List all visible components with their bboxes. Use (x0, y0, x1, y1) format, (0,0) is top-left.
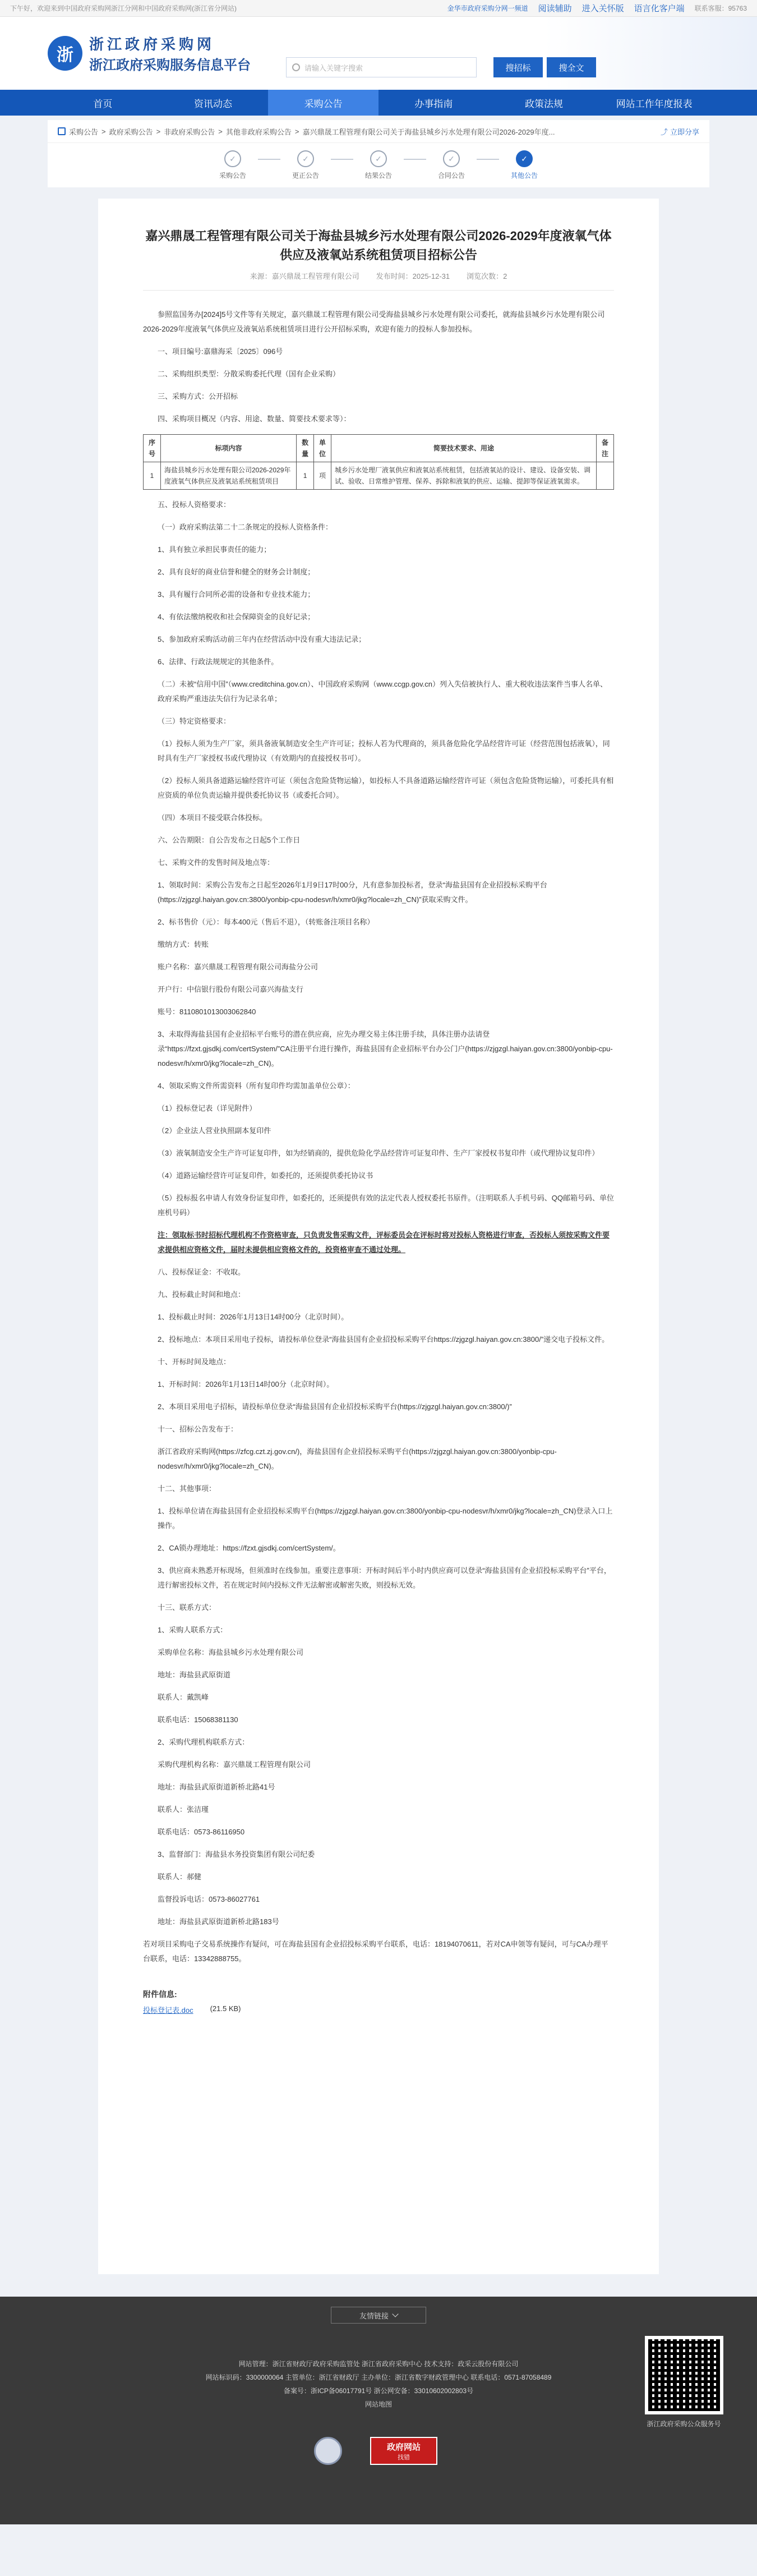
paragraph: 八、投标保证金：不收取。 (158, 1268, 246, 1276)
paragraph: 3、供应商未熟悉开标现场，但须准时在线参加。重要注意事项：开标时间后半小时内供应商可以登录“海盐县国有企业招投标采购平台”平台，进行解密投标文件，若在规定时间内投标文件无法解密或解密失败，则投标无效。 (158, 1566, 611, 1589)
paragraph: 联系人：张洁瑾 (158, 1805, 209, 1814)
paragraph: （1）投标登记表（详见附件） (158, 1104, 257, 1112)
breadcrumb-item[interactable]: 政府采购公告 (109, 127, 153, 136)
notice-article (98, 199, 659, 2274)
step-result[interactable]: ✓ 结果公告 (353, 150, 404, 180)
top-link-care-mode[interactable]: 进入关怀版 (581, 4, 624, 13)
paragraph: （3）液氧制造安全生产许可证复印件，如为经销商的，提供危险化学品经营许可证复印件、生产厂家授权书复印件（或代理协议复印件） (158, 1149, 599, 1157)
header-decoration (544, 17, 757, 90)
paragraph: 地址：海盐县武原街道新桥北路183号 (158, 1917, 279, 1926)
paragraph: 联系人：郝健 (158, 1873, 202, 1881)
paragraph: 地址：海盐县武原街道新桥北路41号 (158, 1783, 275, 1791)
site-footer (0, 2297, 757, 2524)
paragraph: 十一、招标公告发布于： (158, 1425, 238, 1433)
paragraph: 采购代理机构名称：嘉兴鼎晟工程管理有限公司 (158, 1760, 311, 1769)
table-header-cell: 序号 (144, 435, 161, 462)
table-header-row (144, 435, 614, 462)
search-fulltext-button[interactable]: 搜全文 (547, 57, 596, 77)
breadcrumb-item[interactable]: 非政府采购公告 (164, 127, 215, 136)
logo-title: 浙江政府采购网 (89, 36, 215, 53)
paragraph: （1）投标人须为生产厂家，须具备液氧制造安全生产许可证；投标人若为代理商的，须具备危险化学品经营许可证（经营范围包括液氧），同时具有生产厂家授权书或代理协议（有效期内的直接授权书可）。 (158, 739, 610, 762)
meta-source: 来源：嘉兴鼎晟工程管理有限公司 (250, 272, 359, 280)
table-header-cell: 备注 (596, 435, 613, 462)
paragraph: 九、投标截止时间和地点： (158, 1290, 246, 1299)
paragraph: 注：领取标书时招标代理机构不作资格审查，只负责发售采购文件，评标委员会在评标时将对投标人资格进行审查，否投标人须按采购文件要求提供相应资格文件，届时未提供相应资格文件的，投资格审查不通过处理。 (158, 1231, 610, 1254)
table-header-cell: 数量 (297, 435, 314, 462)
step-contract[interactable]: ✓ 合同公告 (426, 150, 477, 180)
top-strip (0, 0, 757, 17)
check-icon: ✓ (516, 150, 533, 167)
paragraph: 1、投标截止时间：2026年1月13日14时00分（北京时间）。 (158, 1313, 349, 1321)
step-connector (258, 159, 280, 160)
qr-code-icon (645, 2336, 723, 2414)
table-header-cell: 标项内容 (160, 435, 296, 462)
paragraph: （三）特定资格要求： (158, 717, 231, 725)
main-nav (0, 90, 757, 116)
paragraph: 3、具有履行合同所必需的设备和专业技术能力； (158, 590, 315, 599)
paragraph: 十、开标时间及地点： (158, 1358, 231, 1366)
paragraph: 地址：海盐县武原街道 (158, 1671, 231, 1679)
paragraph: 2、CA锁办理地址：https://fzxt.gjsdkj.com/certSystem/。 (158, 1544, 340, 1552)
paragraph: 2、投标地点：本项目采用电子投标，请投标单位登录“海盐县国有企业招投标采购平台https://zjgzgl.haiyan.gov.cn:3800/”递交电子投标文件。 (158, 1335, 610, 1344)
breadcrumb-item[interactable]: 采购公告 (69, 127, 99, 136)
paragraph: 账户名称：嘉兴鼎晟工程管理有限公司海盐分公司 (158, 963, 319, 971)
table-header-cell: 单位 (314, 435, 331, 462)
paragraph: （2）投标人须具备道路运输经营许可证（须包含危险货物运输），如投标人不具备道路运输经营许可证（须包含危险货物运输），可委托具有相应资质的单位负责运输并提供委托协议书（或委托合同）。 (158, 776, 614, 799)
nav-home[interactable]: 首页 (93, 98, 113, 109)
meta-views: 浏览次数：2 (467, 272, 507, 280)
footer-line: 备案号：浙ICP备06017791号 浙公网安备：33010602002803号 (283, 2387, 474, 2395)
search-placeholder: 请输入关键字搜索 (304, 63, 363, 72)
top-link-branch[interactable]: 金华市政府采购分网一频道 (447, 4, 528, 12)
logo-subtitle: 浙江政府采购服务信息平台 (89, 58, 251, 73)
table-cell: 1 (297, 462, 314, 490)
breadcrumb-item[interactable]: 其他非政府采购公告 (225, 127, 292, 136)
step-connector (404, 159, 426, 160)
paragraph: （四）本项目不接受联合体投标。 (158, 813, 267, 822)
check-icon: ✓ (297, 150, 314, 167)
notice-progress-steps (48, 142, 709, 187)
table-row (144, 462, 614, 490)
check-icon: ✓ (370, 150, 387, 167)
paragraph: 十二、其他事项： (158, 1484, 216, 1493)
logo-emblem-icon: 浙 (48, 36, 82, 71)
paragraph: （4）道路运输经营许可证复印件，如委托的，还须提供委托协议书 (158, 1171, 373, 1180)
paragraphs-main (143, 498, 614, 1966)
table-body (144, 462, 614, 490)
paragraph: 2、采购代理机构联系方式： (158, 1738, 250, 1746)
table-cell: 城乡污水处理厂液氧供应和液氧站系统租赁，包括液氧站的设计、建设、设备安装、调试、验收、日常维护管理、保养、拆除和液氧的供应、运输、提卸等保证液氧需求。 (331, 462, 597, 490)
paragraph: 2、具有良好的商业信誉和健全的财务会计制度； (158, 568, 315, 576)
paragraph: 浙江省政府采购网(https://zfcg.czt.zj.gov.cn/)，海盐县国有企业招投标采购平台(https://zjgzgl.haiyan.gov.cn:3800/yonbip-cpu-nodesvr/h/xmr0/jkg?locale=zh_CN)。 (158, 1447, 557, 1470)
sitemap-link[interactable]: 网站地图 (364, 2400, 392, 2408)
top-link-reading-aid[interactable]: 阅读辅助 (538, 4, 572, 13)
paragraph: 账号：8110801013003062840 (158, 1008, 256, 1016)
step-other[interactable]: ✓ 其他公告 (499, 150, 550, 180)
nav-guide[interactable]: 办事指南 (414, 98, 453, 109)
paragraph: 1、投标单位请在海盐县国有企业招投标采购平台(https://zjgzgl.haiyan.gov.cn:3800/yonbip-cpu-nodesvr/h/xmr0/jkg?locale=zh_CN)登录入口上操作。 (158, 1507, 613, 1530)
paragraph: 1、开标时间：2026年1月13日14时00分（北京时间）。 (158, 1380, 334, 1388)
paragraph: 三、采购方式：公开招标 (158, 392, 238, 401)
step-correction[interactable]: ✓ 更正公告 (280, 150, 331, 180)
site-logo[interactable] (48, 33, 251, 73)
footer-line: 网站管理：浙江省财政厅政府采购监管处 浙江省政府采购中心 技术支持：政采云股份有限公司 (238, 2360, 519, 2368)
paragraph: 3、监督部门：海盐县水务投资集团有限公司纪委 (158, 1850, 315, 1859)
paragraph: （二）未被“信用中国”（www.creditchina.gov.cn）、中国政府采购网（www.ccgp.gov.cn）列入失信被执行人、重大税收违法案件当事人名单、政府采购严重违法失信行为记录名单； (158, 680, 608, 703)
search-bids-button[interactable]: 搜招标 (493, 57, 543, 77)
paragraph: 二、采购组织类型：分散采购委托代理（国有企业采购） (158, 370, 340, 378)
police-emblem-icon[interactable] (314, 2437, 342, 2465)
top-links (447, 2, 747, 14)
paragraph: 五、投标人资格要求： (158, 500, 231, 509)
welcome-text: 下午好，欢迎来到中国政府采购网浙江分网和中国政府采购网(浙江省分网站) (10, 4, 237, 12)
check-icon: ✓ (443, 150, 460, 167)
paragraph: 5、参加政府采购活动前三年内在经营活动中没有重大违法记录； (158, 635, 366, 643)
paragraph: 六、公告期限：自公告发布之日起5个工作日 (158, 836, 301, 844)
paragraph: 6、法律、行政法规规定的其他条件。 (158, 657, 279, 666)
table-header-cell: 简要技术要求、用途 (331, 435, 597, 462)
paragraph: 四、采购项目概况（内容、用途、数量、简要技术要求等）： (158, 415, 351, 423)
footer-line: 网站标识码：3300000064 主管单位：浙江省财政厅 主办单位：浙江省数字财政管理中心 联系电话：0571-87058489 (205, 2373, 552, 2381)
paragraph: （5）投标报名申请人有效身份证复印件，如委托的，还须提供有效的法定代表人授权委托书原件。（注明联系人手机号码、QQ邮箱号码、单位座机号码） (158, 1194, 614, 1217)
paragraph: （一）政府采购法第二十二条规定的投标人资格条件： (158, 523, 333, 531)
page-title: 嘉兴鼎晟工程管理有限公司关于海盐县城乡污水处理有限公司2026-2029年度液氧气体供应及液氧站系统租赁项目招标公告 (145, 229, 612, 262)
share-button[interactable]: ⤴ 立即分享 (661, 126, 699, 137)
attachments (143, 1989, 614, 2015)
paragraph: 七、采购文件的发售时间及地点等： (158, 858, 275, 867)
paragraph: 开户行：中信银行股份有限公司嘉兴海盐支行 (158, 985, 304, 993)
step-connector (331, 159, 353, 160)
paragraph: 缴纳方式：转账 (158, 940, 209, 949)
footer-info (0, 2357, 757, 2411)
nav-news[interactable]: 资讯动态 (194, 98, 232, 109)
nav-procurement-notices[interactable]: 采购公告 (268, 90, 378, 116)
article-meta (143, 270, 614, 291)
paragraph: （2）企业法人营业执照副本复印件 (158, 1126, 271, 1135)
attachment-link[interactable]: 投标登记表.doc (143, 2006, 193, 2014)
paragraph: 1、具有独立承担民事责任的能力； (158, 545, 271, 554)
paragraph: 监督投诉电话：0573-86027761 (158, 1895, 260, 1903)
site-header (0, 17, 757, 90)
paragraph: 联系电话：0573-86116950 (158, 1828, 245, 1836)
paragraph: 采购单位名称：海盐县城乡污水处理有限公司 (158, 1648, 304, 1657)
table-cell: 1 (144, 462, 161, 490)
paragraph: 4、领取采购文件所需资料（所有复印件均需加盖单位公章）： (158, 1082, 355, 1090)
article-body (143, 291, 614, 1966)
top-link-client[interactable]: 语言化客户端 (634, 4, 685, 13)
nav-policy[interactable]: 政策法规 (525, 98, 564, 109)
paragraph: 联系人：戴凯峰 (158, 1693, 209, 1701)
step-connector (477, 159, 499, 160)
breadcrumb: 采购公告 > 政府采购公告 > 非政府采购公告 > 其他非政府采购公告 > 嘉兴鼎晟工程管理有限公司关于海盐县城乡污水处理有限公司2026-2029年度... ⤴ 立即分享 (48, 120, 709, 142)
friend-links-dropdown[interactable]: 友情链接 (331, 2307, 426, 2324)
paragraph: 1、采购人联系方式： (158, 1626, 228, 1634)
attachment-size: (21.5 KB) (210, 2004, 241, 2013)
paragraph: 2、标书售价（元）：每本400元（售后不退），（转账备注项目名称） (158, 918, 375, 926)
table-cell: 项 (314, 462, 331, 490)
attachment-item (143, 2004, 614, 2015)
gov-site-error-badge[interactable]: 政府网站 找错 (370, 2437, 437, 2465)
share-icon: ⤴ (660, 127, 668, 136)
qr-caption: 浙江政府采购公众服务号 (647, 2420, 721, 2428)
table-cell (596, 462, 613, 490)
paragraphs-intro (143, 307, 614, 426)
paragraph: 3、未取得海盐县国有企业招标平台账号的潜在供应商，应先办理交易主体注册手续，具体注册办法请登录“https://fzxt.gjsdkj.com/certSystem/”CA注册平台进行操作，海盐县国有企业招标平台办公门户(https://zjgzgl.haiyan.gov.cn:3800/yonbip-cpu-nodesvr/h/xmr0/jkg?locale=zh_CN)。 (158, 1030, 613, 1068)
paragraph: 若对项目采购电子交易系统操作有疑问，可在海盐县国有企业招投标采购平台联系，电话：18194070611，若对CA申领等有疑问，可与CA办理平台联系，电话：13342888755。 (143, 1940, 608, 1963)
attachments-label: 附件信息: (143, 1990, 177, 1999)
meta-date: 发布时间：2025-12-31 (376, 272, 450, 280)
paragraph: 1、领取时间：采购公告发布之日起至2026年1月9日17时00分，凡有意参加投标者，登录“海盐县国有企业招投标采购平台(https://zjgzgl.haiyan.gov.cn:3800/yonbip-cpu-nodesvr/h/xmr0/jkg?locale=zh_CN)”获取采购文件。 (158, 881, 547, 904)
search-icon (292, 63, 300, 71)
nav-annual-report[interactable]: 网站工作年度报表 (616, 98, 693, 109)
home-icon[interactable] (58, 127, 66, 135)
search-input[interactable] (286, 57, 477, 77)
project-table (143, 434, 614, 490)
paragraph: 联系电话：15068381130 (158, 1715, 238, 1724)
paragraph: 参照监国务办[2024]5号文件等有关规定，嘉兴鼎晟工程管理有限公司受海盐县城乡污水处理有限公司委托，就海盐县城乡污水处理有限公司2026-2029年度液氧气体供应及液氧站系统租赁项目进行公开招标采购，欢迎有能力的投标人参加投标。 (143, 310, 605, 333)
step-procurement[interactable]: ✓ 采购公告 (207, 150, 258, 180)
paragraph: 一、项目编号:嘉鼎海采〔2025〕096号 (158, 347, 283, 356)
table-cell: 海盐县城乡污水处理有限公司2026-2029年度液氧气体供应及液氧站系统租赁项目 (160, 462, 296, 490)
chevron-down-icon (392, 2311, 398, 2317)
paragraph: 2、本项目采用电子招标，请投标单位登录“海盐县国有企业招投标采购平台(https://zjgzgl.haiyan.gov.cn:3800/)” (158, 1402, 512, 1411)
service-phone: 联系客服：95763 (694, 4, 747, 12)
paragraph: 十三、联系方式： (158, 1603, 216, 1612)
breadcrumb-current: 嘉兴鼎晟工程管理有限公司关于海盐县城乡污水处理有限公司2026-2029年度... (302, 127, 555, 136)
check-icon: ✓ (224, 150, 241, 167)
paragraph: 4、有依法缴纳税收和社会保障资金的良好记录； (158, 613, 315, 621)
